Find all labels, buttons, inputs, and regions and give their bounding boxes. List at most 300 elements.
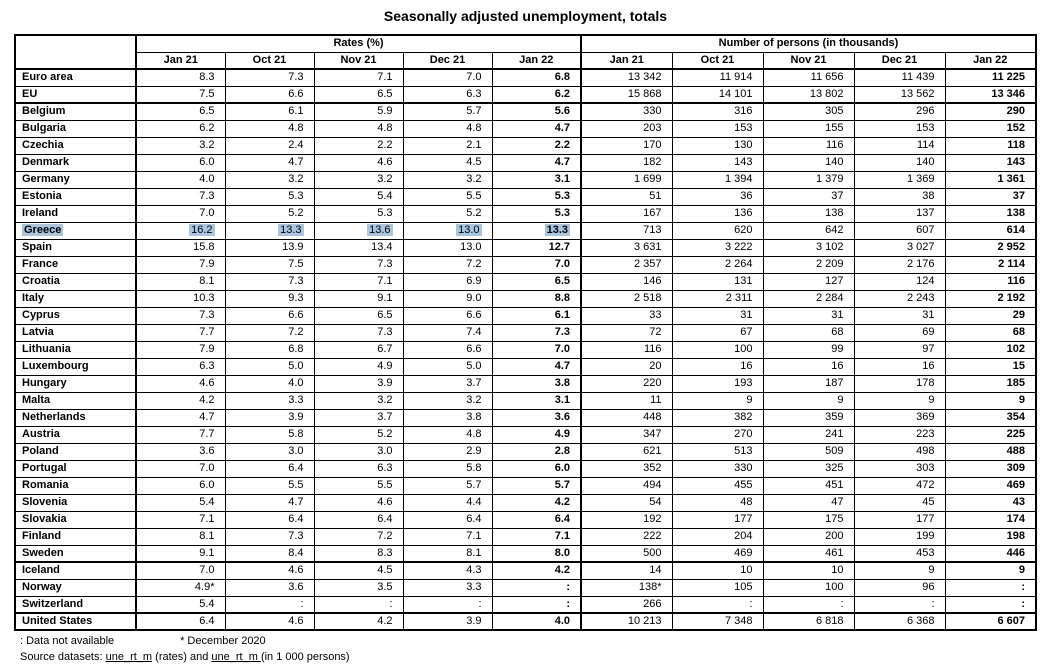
persons-value: 270 (734, 428, 753, 440)
rates-cell (403, 239, 492, 256)
table-row (15, 341, 1036, 358)
rates-cell (403, 443, 492, 460)
persons-cell (672, 205, 763, 222)
rates-value: 4.2 (199, 394, 215, 406)
rates-cell (314, 188, 403, 205)
rates-value: 13.3 (546, 224, 568, 236)
group-header-rates: Rates (%) (136, 35, 581, 52)
rates-cell (492, 613, 581, 630)
table-row (15, 154, 1036, 171)
persons-cell (672, 273, 763, 290)
persons-value: 11 656 (810, 71, 844, 84)
rates-cell (492, 154, 581, 171)
rates-cell (225, 188, 314, 205)
persons-cell (945, 154, 1036, 171)
persons-cell (763, 358, 854, 375)
persons-value: 118 (1007, 139, 1025, 151)
rates-cell (492, 324, 581, 341)
rates-value: 6.4 (377, 513, 393, 525)
persons-cell (945, 324, 1036, 341)
rates-cell (136, 341, 225, 358)
persons-value: 2 176 (906, 258, 935, 270)
persons-cell (854, 171, 945, 188)
country-cell (15, 392, 136, 409)
footnotes (20, 635, 1051, 663)
rates-value: 6.6 (466, 309, 482, 321)
persons-cell (945, 205, 1036, 222)
rates-value: 2.4 (288, 139, 304, 151)
table-row (15, 494, 1036, 511)
rates-value: 2.8 (554, 445, 570, 457)
table-row (15, 545, 1036, 562)
persons-cell (854, 290, 945, 307)
persons-cell (672, 596, 763, 613)
table-row (15, 596, 1036, 613)
rates-value: 4.2 (377, 615, 393, 627)
persons-cell (945, 290, 1036, 307)
rates-cell (136, 205, 225, 222)
persons-value: 38 (922, 190, 935, 202)
persons-cell (945, 137, 1036, 154)
persons-cell (763, 596, 854, 613)
rates-cell (492, 511, 581, 528)
persons-cell (945, 239, 1036, 256)
table-row (15, 290, 1036, 307)
rates-cell (136, 511, 225, 528)
country-name: Sweden (22, 546, 64, 559)
rates-value: 3.2 (377, 394, 393, 406)
persons-cell (854, 426, 945, 443)
rates-value: 5.5 (288, 479, 304, 491)
rates-value: 7.3 (199, 309, 215, 321)
rates-value: 3.2 (466, 173, 482, 185)
persons-cell (763, 562, 854, 579)
table-row (15, 273, 1036, 290)
rates-value: 9.1 (199, 546, 215, 559)
persons-value: 72 (649, 326, 662, 338)
rates-cell (225, 69, 314, 86)
country-cell (15, 307, 136, 324)
rates-value: 6.4 (554, 513, 570, 525)
persons-cell (945, 392, 1036, 409)
persons-value: 325 (825, 462, 844, 474)
persons-value: 48 (740, 496, 753, 508)
persons-cell (581, 409, 672, 426)
persons-value: 14 (649, 564, 662, 577)
rates-cell (136, 579, 225, 596)
rates-value: 6.5 (377, 309, 393, 321)
rates-value: 8.1 (466, 546, 482, 559)
rates-value: 7.2 (377, 530, 393, 542)
rates-cell (492, 69, 581, 86)
rates-value: 16.2 (191, 224, 213, 236)
persons-value: 614 (1006, 224, 1025, 236)
rates-value: 4.7 (554, 360, 570, 372)
unemployment-table (14, 34, 1037, 631)
persons-value: 153 (734, 122, 753, 134)
persons-cell (581, 562, 672, 579)
rates-cell (136, 528, 225, 545)
country-name: Bulgaria (22, 122, 67, 134)
persons-cell (581, 273, 672, 290)
rates-value: 6.6 (288, 87, 304, 100)
persons-cell (581, 324, 672, 341)
persons-value: 33 (649, 309, 662, 321)
rates-value: 6.0 (554, 462, 570, 474)
persons-value: 116 (1007, 275, 1025, 287)
persons-value: 143 (1006, 156, 1025, 168)
persons-value: 16 (740, 360, 753, 372)
rates-value: 4.5 (466, 156, 482, 168)
rates-cell (403, 341, 492, 358)
country-cell (15, 171, 136, 188)
rates-value: 7.0 (199, 462, 215, 474)
rates-cell (225, 137, 314, 154)
rates-value: 3.8 (466, 411, 482, 423)
persons-cell (672, 511, 763, 528)
rates-cell (403, 375, 492, 392)
rates-cell (136, 596, 225, 613)
persons-value: 146 (643, 275, 662, 287)
country-cell (15, 273, 136, 290)
persons-cell (763, 545, 854, 562)
rates-value: 8.1 (199, 530, 215, 542)
persons-value: 136 (734, 207, 753, 219)
persons-cell (581, 171, 672, 188)
table-row (15, 205, 1036, 222)
source-link-rates[interactable]: une_rt_m (105, 651, 153, 663)
rates-cell (225, 120, 314, 137)
persons-value: 199 (916, 530, 935, 542)
persons-cell (854, 494, 945, 511)
rates-value: 4.8 (377, 122, 393, 134)
persons-cell (672, 69, 763, 86)
persons-cell (854, 324, 945, 341)
rates-cell (314, 222, 403, 239)
persons-value: 455 (734, 479, 753, 491)
persons-value: 296 (916, 105, 935, 118)
rates-value: 4.8 (466, 428, 482, 440)
rates-cell (314, 596, 403, 613)
persons-cell (581, 154, 672, 171)
country-cell (15, 239, 136, 256)
rates-cell (136, 307, 225, 324)
rates-cell (314, 528, 403, 545)
table-row (15, 222, 1036, 239)
rates-value: 5.3 (288, 190, 304, 202)
rates-cell (314, 477, 403, 494)
rates-value: 5.6 (554, 105, 570, 118)
rates-cell (314, 120, 403, 137)
persons-value: 6 818 (815, 615, 844, 627)
rates-value: 9.1 (377, 292, 393, 304)
persons-value: 2 518 (633, 292, 662, 304)
persons-value: 137 (916, 207, 935, 219)
persons-cell (945, 256, 1036, 273)
persons-cell (763, 188, 854, 205)
rates-value: 8.3 (199, 71, 215, 84)
persons-cell (581, 205, 672, 222)
rates-value: 6.7 (377, 343, 393, 355)
rates-value: 5.3 (554, 207, 570, 219)
persons-cell (581, 239, 672, 256)
persons-cell (854, 358, 945, 375)
persons-cell (945, 477, 1036, 494)
persons-value: 13 342 (627, 71, 662, 84)
rates-cell (403, 596, 492, 613)
persons-cell (672, 375, 763, 392)
rates-value: 4.6 (199, 377, 215, 389)
rates-cell (403, 171, 492, 188)
persons-cell (581, 256, 672, 273)
persons-cell (672, 579, 763, 596)
persons-cell (672, 324, 763, 341)
source-mid: (rates) and (152, 651, 212, 663)
rates-cell (314, 307, 403, 324)
rates-value: 3.0 (288, 445, 304, 457)
persons-cell (945, 443, 1036, 460)
persons-cell (581, 69, 672, 86)
rates-value: 3.8 (554, 377, 570, 389)
persons-value: 15 (1012, 360, 1025, 372)
rates-value: 3.9 (377, 377, 393, 389)
persons-value: 193 (734, 377, 753, 389)
persons-cell (854, 443, 945, 460)
rates-value: 3.2 (199, 139, 215, 151)
rates-value: 8.1 (199, 275, 215, 287)
country-cell (15, 545, 136, 562)
persons-cell (763, 443, 854, 460)
persons-cell (581, 188, 672, 205)
persons-cell (854, 188, 945, 205)
rates-value: 6.5 (199, 105, 215, 118)
persons-value: 6 607 (997, 615, 1025, 627)
persons-cell (581, 392, 672, 409)
persons-cell (945, 341, 1036, 358)
persons-cell (945, 613, 1036, 630)
column-header-persons-jan-22: Jan 22 (945, 52, 1036, 69)
rates-value: 7.4 (466, 326, 482, 338)
rates-cell (225, 511, 314, 528)
persons-value: 330 (643, 105, 662, 118)
persons-value: 45 (922, 496, 935, 508)
rates-value: 4.6 (377, 496, 393, 508)
source-suffix: (in 1 000 persons) (260, 651, 350, 663)
country-name: Spain (22, 241, 52, 253)
persons-value: 2 114 (998, 258, 1025, 270)
persons-cell (945, 460, 1036, 477)
rates-cell (225, 596, 314, 613)
persons-cell (854, 511, 945, 528)
rates-value: 7.7 (199, 428, 215, 440)
rates-value: 5.7 (554, 479, 570, 491)
persons-cell (763, 409, 854, 426)
rates-cell (136, 239, 225, 256)
persons-value: : (749, 597, 753, 610)
rates-value: 3.5 (377, 581, 393, 593)
country-name: Norway (22, 581, 62, 593)
rates-value: 7.3 (377, 326, 393, 338)
rates-cell (492, 239, 581, 256)
rates-cell (403, 409, 492, 426)
persons-value: : (1021, 597, 1025, 610)
persons-value: 138 (825, 207, 844, 219)
rates-value: 6.3 (377, 462, 393, 474)
persons-value: 2 311 (725, 292, 753, 304)
rates-value: 5.3 (554, 190, 570, 202)
persons-cell (672, 426, 763, 443)
persons-value: : (931, 597, 935, 610)
rates-value: 5.8 (288, 428, 304, 440)
persons-cell (581, 579, 672, 596)
persons-value: 124 (916, 275, 935, 287)
rates-cell (314, 154, 403, 171)
persons-cell (672, 409, 763, 426)
table-row (15, 358, 1036, 375)
source-line (20, 651, 1051, 663)
rates-cell (136, 69, 225, 86)
rates-value: 3.7 (466, 377, 482, 389)
rates-value: 4.9 (554, 428, 570, 440)
country-name: Switzerland (22, 597, 84, 610)
persons-cell (672, 477, 763, 494)
persons-value: 99 (831, 343, 844, 355)
country-cell (15, 341, 136, 358)
country-name: Luxembourg (22, 360, 89, 372)
persons-value: 187 (825, 377, 844, 389)
country-cell (15, 579, 136, 596)
table-row (15, 613, 1036, 630)
rates-cell (225, 562, 314, 579)
rates-value: 7.9 (199, 258, 215, 270)
rates-cell (314, 341, 403, 358)
table-row (15, 426, 1036, 443)
country-cell (15, 460, 136, 477)
rates-value: 4.0 (554, 615, 570, 627)
rates-cell (225, 358, 314, 375)
rates-value: 4.0 (199, 173, 215, 185)
rates-cell (492, 137, 581, 154)
persons-cell (854, 528, 945, 545)
rates-value: 5.2 (466, 207, 482, 219)
rates-cell (492, 171, 581, 188)
persons-value: 2 209 (815, 258, 844, 270)
persons-value: 9 (928, 564, 935, 577)
persons-cell (581, 222, 672, 239)
persons-cell (672, 443, 763, 460)
country-name: Germany (22, 173, 70, 185)
rates-value: 5.7 (466, 479, 482, 491)
persons-cell (854, 86, 945, 103)
persons-cell (854, 256, 945, 273)
month-header-row (15, 52, 1036, 69)
table-row (15, 409, 1036, 426)
table-row (15, 86, 1036, 103)
country-name: Netherlands (22, 411, 86, 423)
persons-cell (945, 171, 1036, 188)
persons-cell (672, 358, 763, 375)
persons-value: 11 225 (991, 71, 1025, 84)
persons-value: 100 (734, 343, 753, 355)
persons-value: 167 (643, 207, 662, 219)
persons-value: 509 (825, 445, 844, 457)
column-header-rates-dec-21: Dec 21 (403, 52, 492, 69)
rates-cell (225, 205, 314, 222)
table-row (15, 137, 1036, 154)
persons-cell (672, 494, 763, 511)
rates-value: 4.8 (288, 122, 304, 134)
rates-cell (492, 205, 581, 222)
rates-value: 4.6 (288, 564, 304, 577)
persons-cell (763, 511, 854, 528)
table-row (15, 120, 1036, 137)
table-row (15, 307, 1036, 324)
rates-value: 7.0 (466, 71, 482, 84)
persons-cell (672, 171, 763, 188)
rates-cell (225, 545, 314, 562)
rates-value: 6.5 (554, 275, 570, 287)
persons-value: 13 802 (809, 87, 844, 100)
persons-value: 130 (734, 139, 753, 151)
rates-cell (225, 222, 314, 239)
rates-cell (136, 562, 225, 579)
rates-value: 6.4 (466, 513, 482, 525)
rates-value: 5.5 (377, 479, 393, 491)
column-header-persons-nov-21: Nov 21 (763, 52, 854, 69)
persons-value: 11 (650, 394, 662, 406)
persons-value: 461 (825, 546, 844, 559)
persons-cell (854, 596, 945, 613)
persons-value: 469 (1006, 479, 1025, 491)
persons-value: 100 (825, 581, 844, 593)
rates-value: 7.0 (554, 258, 570, 270)
country-name: Belgium (22, 105, 66, 118)
persons-value: 316 (734, 105, 753, 118)
persons-cell (945, 103, 1036, 120)
country-cell (15, 120, 136, 137)
table-row (15, 579, 1036, 596)
rates-cell (225, 307, 314, 324)
rates-cell (403, 290, 492, 307)
rates-value: 7.5 (199, 87, 215, 100)
rates-cell (314, 171, 403, 188)
rates-cell (314, 443, 403, 460)
rates-cell (492, 443, 581, 460)
footnote-data-not-available: : Data not available (20, 635, 115, 647)
country-cell (15, 409, 136, 426)
rates-cell (492, 545, 581, 562)
rates-cell (314, 426, 403, 443)
persons-cell (945, 273, 1036, 290)
rates-value: 13.3 (280, 224, 302, 236)
persons-cell (763, 375, 854, 392)
persons-cell (945, 375, 1036, 392)
rates-value: 4.7 (288, 496, 304, 508)
persons-cell (763, 290, 854, 307)
country-cell (15, 358, 136, 375)
persons-value: 11 439 (901, 71, 935, 84)
rates-value: 5.5 (466, 190, 482, 202)
rates-cell (314, 324, 403, 341)
country-cell (15, 290, 136, 307)
source-link-persons[interactable]: une_rt_m (211, 651, 261, 663)
persons-value: 3 027 (906, 241, 935, 253)
persons-cell (581, 443, 672, 460)
table-row (15, 171, 1036, 188)
persons-value: 36 (740, 190, 753, 202)
rates-value: 9.3 (288, 292, 304, 304)
rates-cell (136, 256, 225, 273)
